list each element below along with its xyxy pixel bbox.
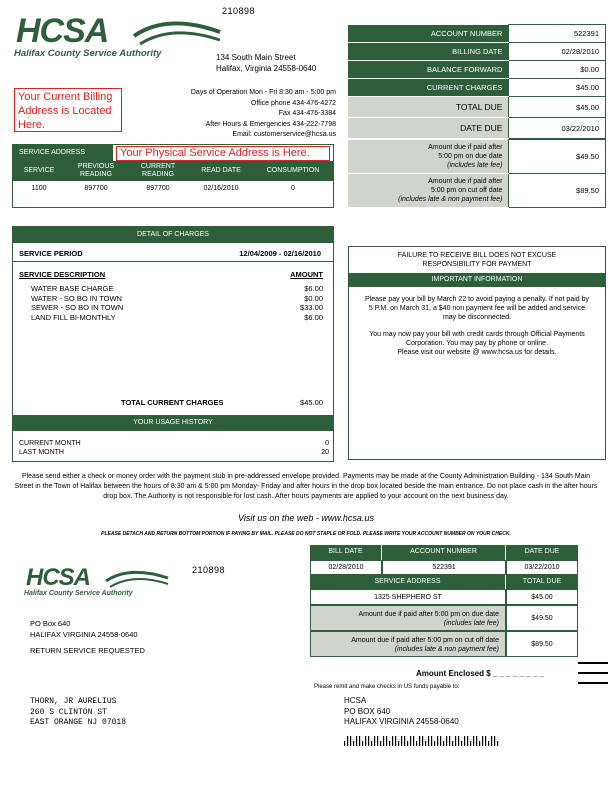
barcode-bar — [467, 736, 468, 746]
payee-line: HCSA — [344, 696, 367, 705]
account-row: BALANCE FORWARD $0.00 — [348, 61, 606, 79]
barcode-bar — [437, 736, 438, 746]
barcode-bar — [455, 736, 456, 746]
barcode-bar — [431, 736, 432, 746]
barcode-bar — [497, 741, 498, 746]
payee-line: PO BOX 640 — [344, 706, 391, 716]
account-row: DATE DUE 03/22/2010 — [348, 118, 606, 139]
barcode-bar — [452, 741, 453, 746]
barcode-bar — [416, 741, 417, 746]
barcode-bar — [359, 736, 360, 746]
notice-header: IMPORTANT INFORMATION — [349, 273, 605, 287]
contact-info: Days of Operation Mon - Fri 8:30 am - 5:00 pm Office phone 434-476-4272 Fax 434-476-3384 After Hours & Emergencies 434-222-7798 Email: customerservice@hcsa.us — [190, 89, 336, 138]
detail-of-charges — [12, 226, 334, 462]
barcode-bar — [428, 736, 429, 746]
barcode-bar — [458, 736, 459, 746]
barcode-bar — [356, 736, 357, 746]
stub-total-due: $45.00 — [506, 589, 578, 605]
notice-title: FAILURE TO RECEIVE BILL DOES NOT EXCUSE RESPONSIBILITY FOR PAYMENT — [397, 252, 557, 268]
barcode-bar — [377, 736, 378, 746]
usage-header: YOUR USAGE HISTORY — [13, 415, 333, 431]
barcode-bar — [380, 741, 381, 746]
customer-line: THORN, JR AURELIUS — [30, 697, 117, 706]
company-address: 134 South Main Street Halifax, Virginia 24558-0640 — [216, 53, 317, 73]
barcode-bar — [404, 736, 405, 746]
service-period-value: 12/04/2009 - 02/16/2010 — [239, 249, 321, 258]
usage-row: CURRENT MONTH 0 — [19, 440, 329, 447]
scan-mark — [578, 662, 608, 664]
desc-header: SERVICE DESCRIPTION — [19, 270, 106, 279]
account-summary — [348, 24, 606, 208]
barcode-bar — [476, 736, 477, 746]
barcode-bar — [494, 736, 495, 746]
barcode-bar — [425, 741, 426, 746]
account-row: CURRENT CHARGES $45.00 — [348, 79, 606, 97]
barcode-bar — [488, 741, 489, 746]
barcode-bar — [344, 741, 345, 746]
barcode-bar — [353, 741, 354, 746]
detail-header: DETAIL OF CHARGES — [13, 227, 333, 243]
service-period-label: SERVICE PERIOD — [19, 249, 83, 258]
barcode-bar — [491, 736, 492, 746]
account-row: TOTAL DUE $45.00 — [348, 97, 606, 118]
barcode-bar — [368, 736, 369, 746]
barcode-bar — [362, 741, 363, 746]
late-fee-row: Amount due if paid after 5:00 pm on due date (includes late fee) $49.50 — [348, 140, 606, 174]
bill-number: 210898 — [222, 6, 256, 16]
total-value: $45.00 — [300, 398, 323, 407]
important-information — [348, 246, 606, 460]
charge-row: LAND FILL BI-MONTHLY $6.00 — [31, 312, 323, 322]
amount-enclosed[interactable]: Amount Enclosed $ _ _ _ _ _ _ _ _ — [416, 669, 545, 678]
customer-line: EAST ORANGE NJ 07018 — [30, 718, 127, 727]
barcode-bar — [473, 736, 474, 746]
remit-note: Please remit and make checks in US funds payable to: — [314, 684, 460, 690]
billing-address-annotation: Your Current Billing Address is Located Here. — [14, 88, 122, 132]
amount-header: AMOUNT — [290, 270, 323, 279]
barcode-bar — [395, 736, 396, 746]
scan-mark — [578, 672, 608, 674]
barcode-bar — [374, 736, 375, 746]
barcode-bar — [419, 736, 420, 746]
physical-address-annotation: Your Physical Service Address is Here. — [116, 146, 330, 161]
barcode-bar — [413, 736, 414, 746]
detach-note: PLEASE DETACH AND RETURN BOTTOM PORTION IF PAYING BY MAIL. PLEASE DO NOT STAPLE OR FOLD. PLEASE WRITE YOUR ACCOUNT NUMBER ON YOUR CHECK. — [101, 531, 511, 537]
notice-p2: You may now pay your bill with credit cards through Official Payments Corporation. You may pay by phone or online. — [369, 331, 585, 347]
website-line[interactable]: Visit us on the web - www.hcsa.us — [238, 513, 374, 523]
return-service: RETURN SERVICE REQUESTED — [30, 646, 145, 655]
stub-swoosh-icon — [104, 568, 170, 592]
barcode-bar — [470, 741, 471, 746]
hcsa-logo: HCSA Halifax County Service Authority — [14, 12, 214, 60]
swoosh-icon — [132, 18, 222, 52]
barcode-bar — [401, 736, 402, 746]
payee-line: HALIFAX VIRGINIA 24558-0640 — [344, 717, 459, 726]
stub-po-address: PO Box 640 HALIFAX VIRGINIA 24558-0640 — [30, 619, 138, 639]
barcode-bar — [365, 736, 366, 746]
postal-barcode — [344, 733, 504, 743]
charge-row: SEWER - SO BO IN TOWN $33.00 — [31, 303, 323, 312]
barcode-bar — [398, 741, 399, 746]
usage-list — [19, 439, 329, 457]
payee-address — [344, 696, 459, 728]
stub-hcsa-logo: HCSA Halifax County Service Authority — [24, 564, 184, 604]
customer-address — [30, 697, 126, 729]
barcode-bar — [350, 736, 351, 746]
service-address-header: SERVICE ADDRESS — [13, 145, 113, 161]
barcode-bar — [410, 736, 411, 746]
account-row: ACCOUNT NUMBER 522391 — [348, 25, 606, 43]
barcode-bar — [449, 736, 450, 746]
stub-table: BILL DATE ACCOUNT NUMBER DATE DUE 02/28/2010 522391 03/22/2010 SERVICE ADDRESS TOTAL DUE 1325 SHEPHERO ST $45.00 Amount due if paid after 5:00 pm on due date (includes late fee) $49.50 Amount due if paid after 5:00 pm on cut off date (includes late & non payment fee) $89.50 — [310, 545, 578, 657]
account-row: BILLING DATE 02/28/2010 — [348, 43, 606, 61]
barcode-bar — [389, 741, 390, 746]
service-row: 1100 897700 897700 02/16/2010 0 — [31, 185, 295, 192]
barcode-bar — [383, 736, 384, 746]
barcode-bar — [407, 741, 408, 746]
charges-list — [31, 284, 323, 322]
barcode-bar — [386, 736, 387, 746]
notice-p1: Please pay your bill by March 22 to avoid paying a penalty. If not paid by 5 P.M. on March 31, a $40 non payment fee will be added and service may be disconnected. — [365, 296, 590, 321]
barcode-bar — [443, 741, 444, 746]
barcode-bar — [479, 741, 480, 746]
charge-row: WATER - SO BO IN TOWN $0.00 — [31, 293, 323, 303]
notice-p3: Please visit our website @ www.hcsa.us for details. — [397, 349, 557, 356]
stub-service-address: 1325 SHEPHERO ST — [310, 589, 506, 605]
stub-number: 210898 — [192, 565, 226, 575]
barcode-bar — [485, 736, 486, 746]
service-columns: SERVICE PREVIOUS READING CURRENT READING READ DATE CONSUMPTION — [13, 161, 333, 181]
total-label: TOTAL CURRENT CHARGES — [121, 398, 224, 407]
barcode-bar — [464, 736, 465, 746]
customer-line: 260 S CLINTON ST — [30, 707, 107, 717]
barcode-bar — [347, 736, 348, 746]
charge-row: WATER BASE CHARGE $6.00 — [31, 284, 323, 293]
payment-instructions: Please send either a check or money order with the payment stub in pre-addressed envelope provided. Payments may be made at the County Administration Building - 134 South Main Street in the Town of Halifax between the hours of 8:30 am & 5:00 pm Monday- Friday and after hours in the drop box located beside the main entrance. Do not place cash in the after hours drop box. The Authority is not responsible for lost cash. After hours payments are applied to your account on the next business day. — [14, 473, 598, 500]
scan-mark — [578, 682, 608, 684]
barcode-bar — [371, 741, 372, 746]
barcode-bar — [422, 736, 423, 746]
barcode-bar — [482, 736, 483, 746]
barcode-bar — [434, 741, 435, 746]
barcode-bar — [440, 736, 441, 746]
barcode-bar — [446, 736, 447, 746]
usage-row: LAST MONTH 20 — [19, 449, 329, 456]
barcode-bar — [392, 736, 393, 746]
late-fee-row: Amount due if paid after 5:00 pm on cut off date (includes late & non payment fee) $89.50 — [348, 174, 606, 208]
barcode-bar — [461, 741, 462, 746]
